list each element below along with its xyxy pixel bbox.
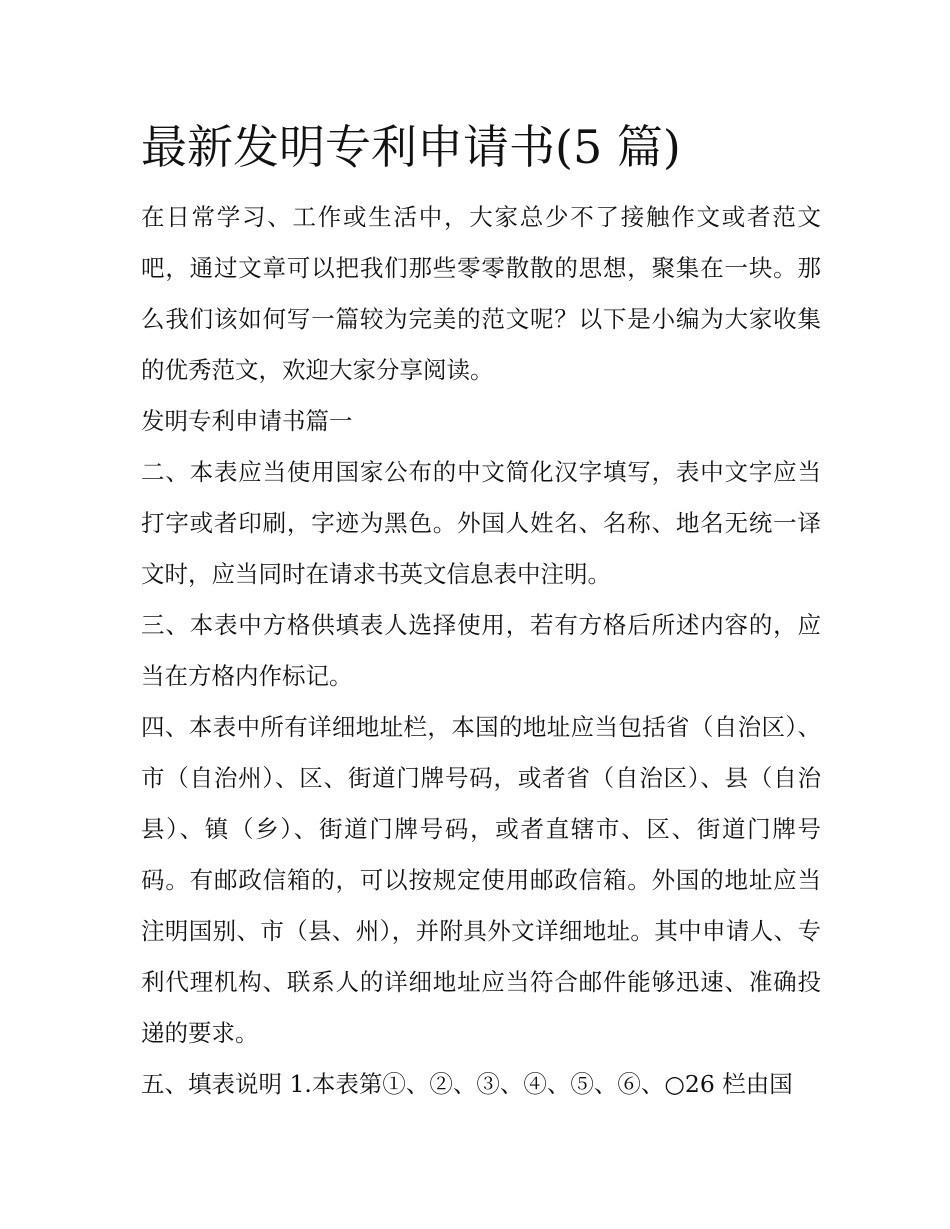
paragraph-item-3: 三、本表中方格供填表人选择使用，若有方格后所述内容的，应当在方格内作标记。 — [141, 611, 821, 690]
paragraph-item-4: 四、本表中所有详细地址栏，本国的地址应当包括省（自治区）、市（自治州）、区、街道门牌号码，或者省（自治区）、县（自治县）、镇（乡）、街道门牌号码，或者直辖市、区、街道门牌号码。有邮政信箱的，可以按规定使用邮政信箱。外国的地址应当注明国别、市（县、州），并附具外文详细地址。其中申请人、专利代理机构、联系人的详细地址应当符合邮件能够迅速、准确投递的要求。 — [141, 713, 821, 1047]
section-heading: 发明专利申请书篇一 — [141, 407, 353, 435]
document-title: 最新发明专利申请书(5 篇) — [141, 120, 681, 174]
paragraph-item-5: 五、填表说明 1.本表第①、②、③、④、⑤、⑥、○26 栏由国 — [141, 1070, 793, 1098]
paragraph-item-2: 二、本表应当使用国家公布的中文简化汉字填写，表中文字应当打字或者印刷，字迹为黑色。外国人姓名、名称、地名无统一译文时，应当同时在请求书英文信息表中注明。 — [141, 458, 821, 588]
document-page — [141, 112, 821, 1110]
paragraph-intro: 在日常学习、工作或生活中，大家总少不了接触作文或者范文吧，通过文章可以把我们那些零零散散的思想，聚集在一块。那么我们该如何写一篇较为完美的范文呢？以下是小编为大家收集的优秀范文，欢迎大家分享阅读。 — [141, 203, 821, 384]
